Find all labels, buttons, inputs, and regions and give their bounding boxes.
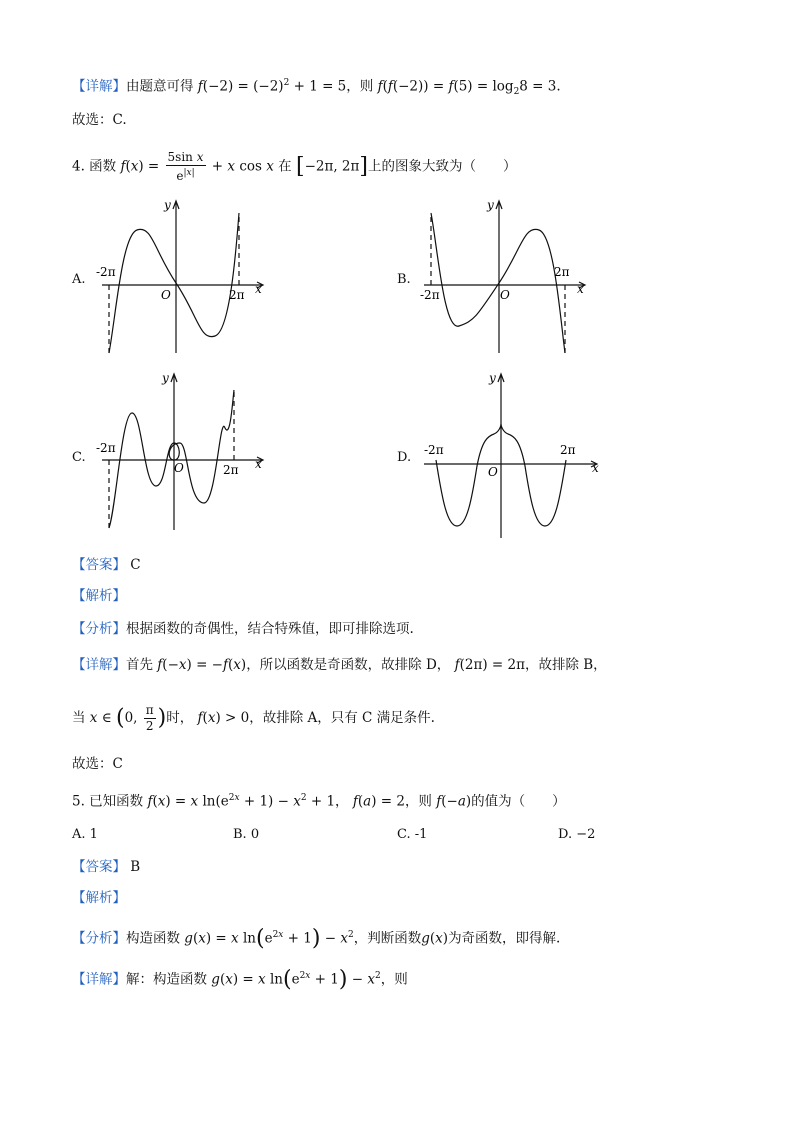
q3-choose: 故选：C. <box>72 112 127 128</box>
q5-analysis-tag: 【解析】 <box>72 890 126 906</box>
y-axis-label: y <box>162 371 169 385</box>
detail-tag: 【详解】 <box>72 78 126 95</box>
option-d-label: D. <box>397 450 412 465</box>
x-axis-label: x <box>592 461 599 475</box>
option-c-label: C. <box>72 450 86 465</box>
q5-answer: 【答案】 B <box>72 859 141 875</box>
left-tick-label: -2π <box>420 288 440 302</box>
q5-option-b: B. 0 <box>233 827 260 842</box>
q4-detail: 【详解】首先 f(−x) = −f(x)，所以函数是奇函数，故排除 D， f(2π) = 2π，故排除 B， <box>72 657 607 673</box>
graph-b <box>414 195 594 357</box>
q4-analysis-tag: 【解析】 <box>72 588 126 604</box>
right-tick-label: 2π <box>229 288 245 302</box>
curve-c <box>109 390 234 528</box>
origin-label: O <box>174 461 184 475</box>
option-b-label: B. <box>397 272 411 287</box>
q4-analysis: 【分析】根据函数的奇偶性，结合特殊值，即可排除选项. <box>72 621 414 637</box>
y-axis-label: y <box>164 198 171 212</box>
q5-detail: 【详解】解：构造函数 g(x) = x $\ln(e^{2x} + 1) - x^2$，则 <box>72 967 408 992</box>
right-tick-label: 2π <box>560 443 576 457</box>
q3-detail-line: 【详解】由题意可得 $f(-2) = (-2)^2 + 1 = 5$，则 $f(f(-2)) = f(5) = \log_28 = 3$. <box>72 78 561 98</box>
q4-detail-line2: 当 x ∈ (0, $\frac{\pi}{2}$ )时， f(x) > 0，故排除 A，只有 C 满足条件. <box>72 703 435 733</box>
q5-option-c: C. -1 <box>397 827 428 842</box>
y-axis-label: y <box>489 371 496 385</box>
option-a-label: A. <box>72 272 86 287</box>
q5-option-d: D. −2 <box>558 827 596 842</box>
q4-stem: 4. 函数 f(x) = $\frac{\text{5sin x}}{e^{|x|}}$ + x cos x 在 [−2π, 2π]上的图象大致为（ ） <box>72 150 517 183</box>
origin-label: O <box>500 288 510 302</box>
left-tick-label: -2π <box>424 443 444 457</box>
graph-c <box>92 368 272 534</box>
q4-answer: 【答案】 C <box>72 557 141 573</box>
right-tick-label: 2π <box>223 463 239 477</box>
x-axis-label: x <box>255 282 262 296</box>
curve-b <box>431 213 565 353</box>
curve-a <box>109 213 239 353</box>
q5-option-a: A. 1 <box>72 827 98 842</box>
graph-d <box>414 368 604 540</box>
origin-label: O <box>488 465 498 479</box>
q5-stem: 5. 已知函数 f(x) = x $\ln(e^{2x} + 1) - x^2 + 1$， f(a) = 2，则 f(−a)的值为（ ） <box>72 793 566 810</box>
q4-choose: 故选：C <box>72 756 123 772</box>
left-tick-label: -2π <box>96 441 116 455</box>
x-axis-label: x <box>255 457 262 471</box>
right-tick-label: 2π <box>554 265 570 279</box>
left-tick-label: -2π <box>96 265 116 279</box>
origin-label: O <box>161 288 171 302</box>
x-axis-label: x <box>577 282 584 296</box>
y-axis-label: y <box>487 198 494 212</box>
q5-analysis: 【分析】构造函数 g(x) = x $\ln(e^{2x} + 1) - x^2$，判断函数g(x)为奇函数，即得解. <box>72 926 561 951</box>
graph-a <box>92 195 272 357</box>
